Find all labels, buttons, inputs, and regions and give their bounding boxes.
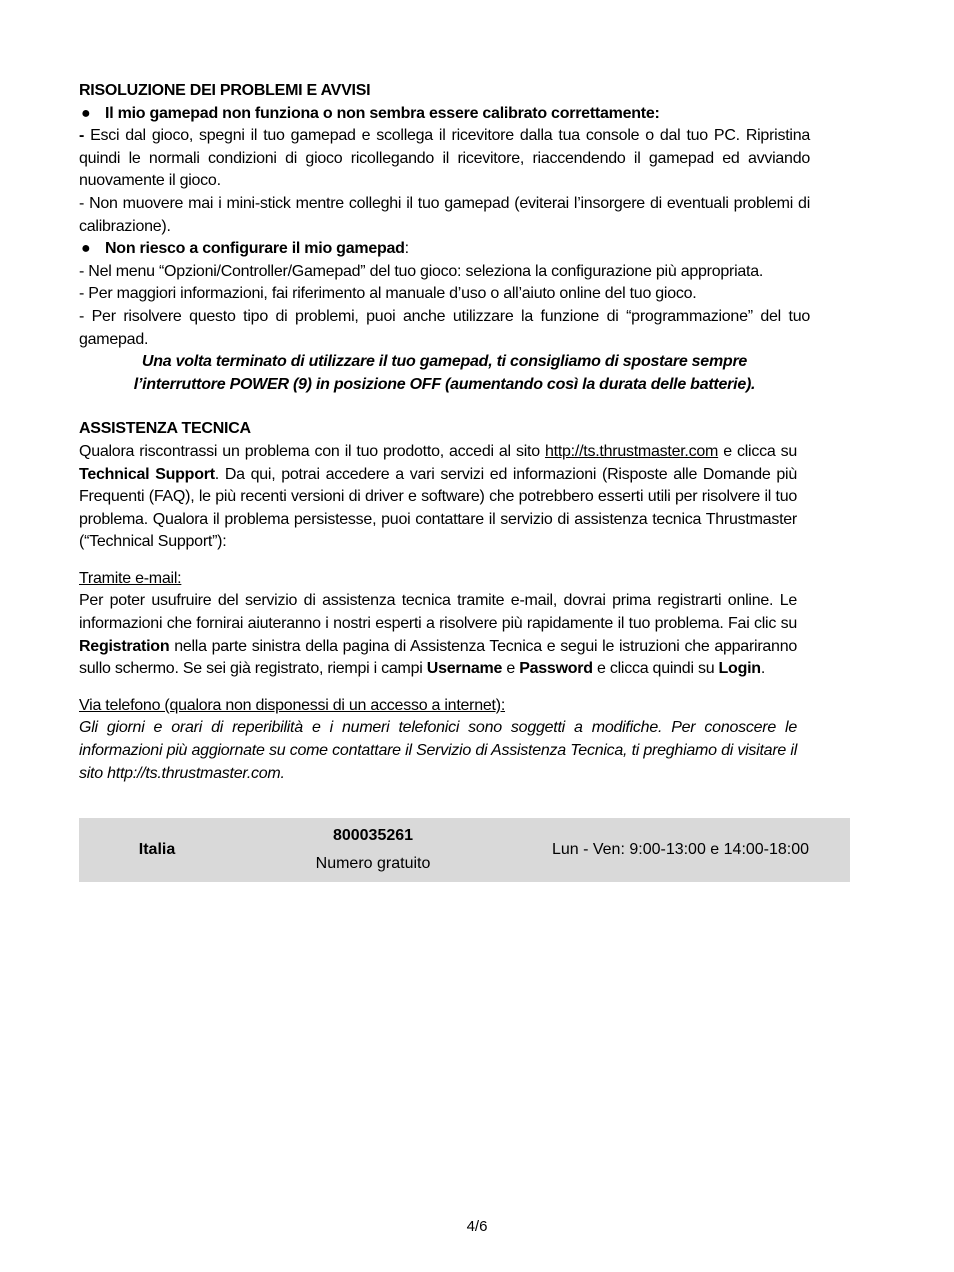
username-label: Username <box>426 660 503 678</box>
phone-note: Gli giorni e orari di reperibilità e i numeri telefonici sono soggetti a modifiche. Per conoscere le informazioni più aggiornate su come contattare il Servizio di Assistenza Tecnica, ti preghiamo di visitare il sito http://ts.thrustmaster.com. <box>79 719 797 782</box>
support-site-link[interactable]: http://ts.thrustmaster.com <box>544 442 719 460</box>
calibration-paragraph-1: - Esci dal gioco, spegni il tuo gamepad e scollega il ricevitore dalla tua console o dal tuo PC. Ripristina quindi le normali condizioni di gioco ricollegando il ricevitore, riaccendendo il gamepad ed avviando nuovamente il gioco. <box>79 127 811 190</box>
table-phone-number: 800035261 <box>332 827 414 844</box>
spacer <box>79 554 810 568</box>
phone-heading: Via telefono (qualora non disponessi di un accesso a internet): <box>79 696 506 714</box>
spacer <box>79 410 810 418</box>
power-note-line-2: l’interruttore POWER (9) in posizione OFF (aumentando così la durata delle batterie). <box>133 375 756 393</box>
login-label: Login <box>718 660 761 678</box>
page-number: 4/6 <box>466 1218 488 1235</box>
support-contact-table <box>79 818 850 882</box>
configure-paragraph-1: - Nel menu “Opzioni/Controller/Gamepad” del tuo gioco: seleziona la configurazione più appropriata. <box>79 262 764 280</box>
email-paragraph: Per poter usufruire del servizio di assistenza tecnica tramite e-mail, dovrai prima registrarti online. Le informazioni che fornirai aiuteranno i nostri esperti a risolvere più rapidamente il tuo problema. Fai clic su Registration nella parte sinistra della pagina di Assistenza Tecnica e segui le istruzioni che appariranno sullo schermo. Se sei già registrato, riempi i campi Username e Password e clicca quindi su Login. <box>79 592 797 678</box>
calibration-paragraph-2: - Non muovere mai i mini-stick mentre colleghi il tuo gamepad (eviterai l’insorgere di eventuali problemi di calibrazione). <box>79 194 810 235</box>
password-label: Password <box>519 660 593 678</box>
spacer <box>79 396 810 410</box>
spacer <box>79 681 810 695</box>
bullet-dot-icon: ● <box>81 240 91 258</box>
table-phone-note: Numero gratuito <box>315 855 431 872</box>
table-phone-cell <box>235 822 511 878</box>
configure-paragraph-2: - Per maggiori informazioni, fai riferimento al manuale d’uso o all’aiuto online del tuo gioco. <box>79 285 697 303</box>
bullet-configure-text: Non riesco a configurare il mio gamepad <box>105 240 405 258</box>
bullet-configure: ● Non riesco a configurare il mio gamepad: <box>79 238 810 261</box>
troubleshooting-title: RISOLUZIONE DEI PROBLEMI E AVVISI <box>79 82 371 99</box>
email-heading: Tramite e-mail: <box>79 569 182 587</box>
bullet-dot-icon: ● <box>81 104 91 122</box>
power-note-line-1: Una volta terminato di utilizzare il tuo gamepad, ti consigliamo di spostare sempre <box>141 353 748 371</box>
technical-support-label: Technical Support <box>79 465 215 483</box>
registration-label: Registration <box>79 637 170 655</box>
support-title: ASSISTENZA TECNICA <box>79 420 251 438</box>
document-body <box>79 80 810 785</box>
configure-paragraph-3: - Per risolvere questo tipo di problemi, puoi anche utilizzare la funzione di “programmazione” del tuo gamepad. <box>79 307 810 348</box>
bullet-calibration-text: Il mio gamepad non funziona o non sembra essere calibrato correttamente: <box>105 104 660 122</box>
bullet-calibration <box>79 103 810 126</box>
table-country: Italia <box>138 840 176 858</box>
support-intro-paragraph: Qualora riscontrassi un problema con il tuo prodotto, accedi al sito http://ts.thrustmaster.com e clicca su Technical Support. Da qui, potrai accedere a vari servizi ed informazioni (Risposte alle Domande più Frequenti (FAQ), le più recenti versioni di driver e software) che potrebbero esserti utili per risolvere il tuo problema. Qualora il problema persistesse, puoi contattare il servizio di assistenza tecnica Thrustmaster (“Technical Support”): <box>79 442 798 551</box>
table-hours: Lun - Ven: 9:00-13:00 e 14:00-18:00 <box>551 840 810 858</box>
